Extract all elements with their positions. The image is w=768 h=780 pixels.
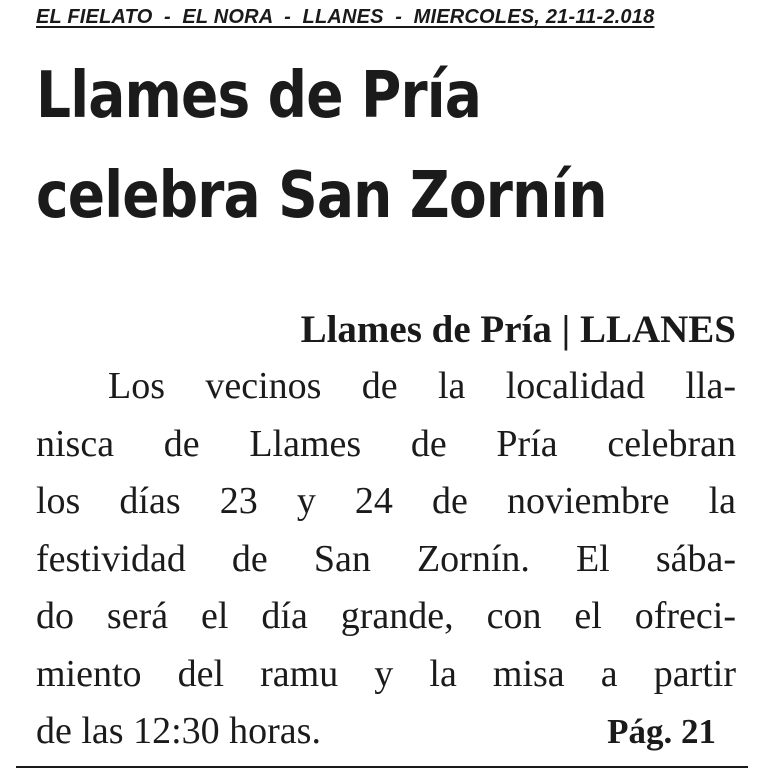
dateline-header: EL FIELATO - EL NORA - LLANES - MIERCOLES, 21-11-2.018 xyxy=(36,6,655,28)
body-line: do será el día grande, con el ofreci- xyxy=(36,595,736,637)
article-headline xyxy=(36,46,655,246)
page-reference: Pág. 21 xyxy=(607,712,716,751)
bottom-divider xyxy=(16,766,748,768)
body-line: nisca de Llames de Pría celebran xyxy=(36,422,736,465)
body-line-text: de las 12:30 horas. xyxy=(36,710,321,752)
headline-line-1: Llames de Pría xyxy=(36,59,482,133)
body-line: los días 23 y 24 de noviembre la xyxy=(36,480,736,522)
body-line-last xyxy=(36,703,736,761)
headline-line-2: celebra San Zornín xyxy=(36,159,607,233)
article-body xyxy=(36,358,736,761)
body-line: miento del ramu y la misa a partir xyxy=(36,652,736,695)
article-subhead: Llames de Pría | LLANES xyxy=(300,308,736,351)
body-line: Los vecinos de la localidad lla- xyxy=(108,365,736,407)
body-line: festividad de San Zornín. El sába- xyxy=(36,537,736,580)
